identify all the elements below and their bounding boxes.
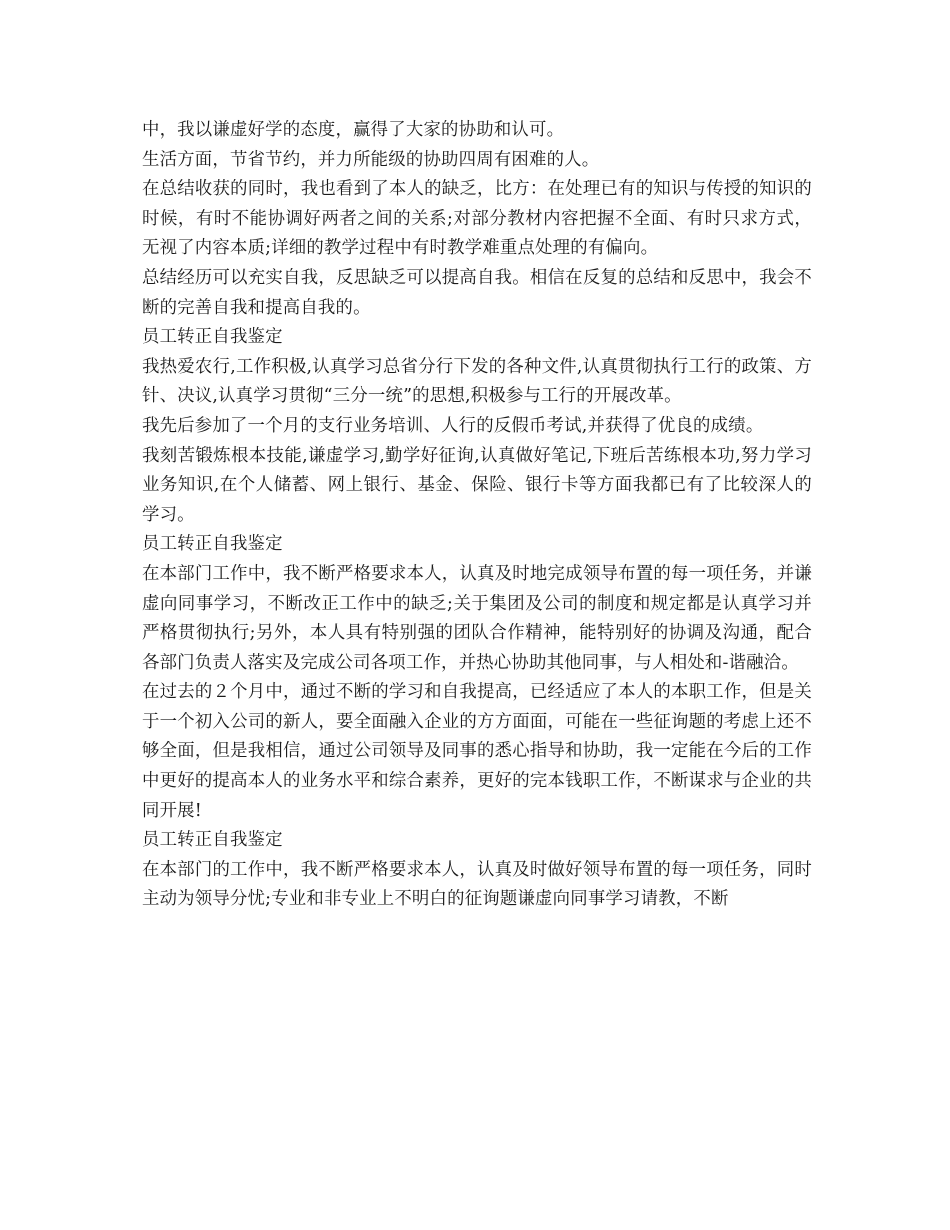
- section-heading: 员工转正自我鉴定: [142, 830, 283, 851]
- paragraph: 我刻苦锻炼根本技能,谦虚学习,勤学好征询,认真做好笔记,下班后苦练根本功,努力学习业务知识,在个人储蓄、网上银行、基金、保险、银行卡等方面我都已有了比较深人的学习。: [142, 445, 812, 525]
- paragraph: 生活方面，节省节约，并力所能级的协助四周有困难的人。: [142, 149, 600, 170]
- document-body: [142, 116, 812, 915]
- paragraph: 中，我以谦虚好学的态度，赢得了大家的协助和认可。: [142, 120, 565, 140]
- section-heading: 员工转正自我鉴定: [142, 534, 283, 555]
- paragraph: 在总结收获的同时，我也看到了本人的缺乏，比方：在处理已有的知识与传授的知识的时候，有时不能协调好两者之间的关系;对部分教材内容把握不全面、有时只求方式，无视了内容本质;详细的教学过程中有时教学难重点处理的有偏向。: [142, 179, 812, 259]
- paragraph: 在本部门的工作中，我不断严格要求本人，认真及时做好领导布置的每一项任务，同时主动为领导分忧;专业和非专业上不明白的征询题谦虚向同事学习请教，不断: [142, 859, 812, 910]
- paragraph: 在本部门工作中，我不断严格要求本人，认真及时地完成领导布置的每一项任务，并谦虚向同事学习，不断改正工作中的缺乏;关于集团及公司的制度和规定都是认真学习并严格贯彻执行;另外，本人具有特别强的团队合作精神，能特别好的协调及沟通，配合各部门负责人落实及完成公司各项工作，并热心协助其他同事，与人相处和-谐融洽。: [142, 563, 812, 673]
- paragraph: 我先后参加了一个月的支行业务培训、人行的反假币考试,并获得了优良的成绩。: [142, 415, 764, 436]
- paragraph: 我热爱农行,工作积极,认真学习总省分行下发的各种文件,认真贯彻执行工行的政策、方针、决议,认真学习贯彻“三分一统”的思想,积极参与工行的开展改革。: [142, 356, 812, 407]
- paragraph: 在过去的２个月中，通过不断的学习和自我提高，已经适应了本人的本职工作，但是关于一个初入公司的新人，要全面融入企业的方方面面，可能在一些征询题的考虑上还不够全面，但是我相信，通过公司领导及同事的悉心指导和协助，我一定能在今后的工作中更好的提高本人的业务水平和综合素养，更好的完本钱职工作，不断谋求与企业的共同开展!: [142, 682, 812, 821]
- section-heading: 员工转正自我鉴定: [142, 327, 283, 348]
- paragraph: 总结经历可以充实自我，反思缺乏可以提高自我。相信在反复的总结和反思中，我会不断的完善自我和提高自我的。: [142, 267, 812, 318]
